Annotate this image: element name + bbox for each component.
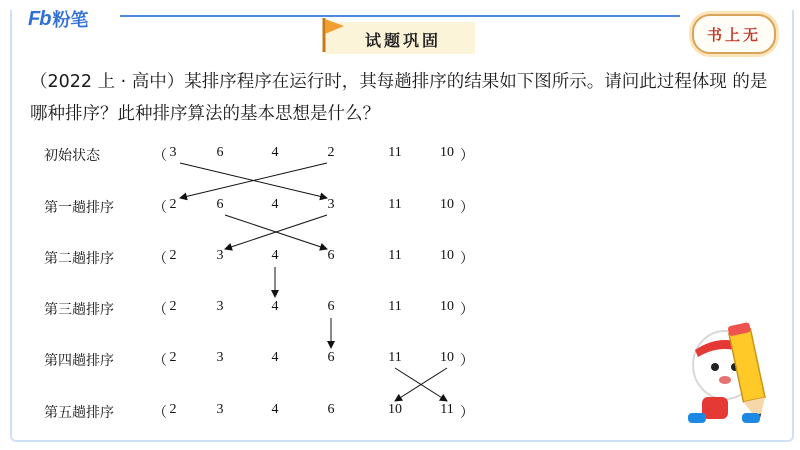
logo-chinese: 粉笔 <box>52 10 89 31</box>
row-label: 第二趟排序 <box>44 251 114 267</box>
row-label: 第一趟排序 <box>44 200 114 216</box>
value-cell: 2 <box>169 350 177 365</box>
value-cell: 11 <box>388 248 402 263</box>
value-cell: 4 <box>271 248 279 263</box>
pencil-mascot-illustration <box>680 305 780 435</box>
value-cell: 11 <box>388 197 402 212</box>
row-label: 第四趟排序 <box>44 353 114 369</box>
close-bracket: ） <box>460 354 474 369</box>
close-bracket: ） <box>460 149 474 164</box>
value-cell: 2 <box>327 145 335 160</box>
value-cell: 6 <box>327 248 335 263</box>
close-bracket: ） <box>460 406 474 421</box>
value-cell: 4 <box>271 145 279 160</box>
value-cell: 10 <box>440 350 454 365</box>
logo-latin: Fb <box>28 7 51 30</box>
open-bracket: （ <box>153 354 167 369</box>
value-cell: 6 <box>216 197 224 212</box>
open-bracket: （ <box>153 252 167 267</box>
value-cell: 6 <box>327 402 335 417</box>
value-cell: 11 <box>388 350 402 365</box>
value-cell: 11 <box>440 402 454 417</box>
badge-label: 书上无 <box>692 14 776 54</box>
value-cell: 2 <box>169 248 177 263</box>
value-cell: 3 <box>327 197 335 212</box>
row-label: 初始状态 <box>44 148 100 164</box>
value-cell: 10 <box>388 402 402 417</box>
value-cell: 6 <box>327 299 335 314</box>
value-cell: 10 <box>440 299 454 314</box>
value-cell: 6 <box>327 350 335 365</box>
value-cell: 11 <box>388 299 402 314</box>
value-cell: 10 <box>440 197 454 212</box>
question-text: （2022 上 · 高中）某排序程序在运行时，其每趟排序的结果如下图所示。请问此过程体现 的是哪种排序？此种排序算法的基本思想是什么？ <box>30 72 768 124</box>
value-cell: 3 <box>216 350 224 365</box>
close-bracket: ） <box>460 201 474 216</box>
value-cell: 2 <box>169 197 177 212</box>
row-label: 第三趟排序 <box>44 302 114 318</box>
value-cell: 3 <box>169 145 177 160</box>
open-bracket: （ <box>153 406 167 421</box>
open-bracket: （ <box>153 149 167 164</box>
value-cell: 4 <box>271 197 279 212</box>
value-cell: 4 <box>271 299 279 314</box>
value-cell: 10 <box>440 145 454 160</box>
value-cell: 2 <box>169 402 177 417</box>
value-cell: 3 <box>216 248 224 263</box>
close-bracket: ） <box>460 303 474 318</box>
banner-title: 试题巩固 <box>365 31 442 50</box>
open-bracket: （ <box>153 201 167 216</box>
value-cell: 11 <box>388 145 402 160</box>
value-cell: 10 <box>440 248 454 263</box>
value-cell: 3 <box>216 402 224 417</box>
row-label: 第五趟排序 <box>44 405 114 421</box>
value-cell: 6 <box>216 145 224 160</box>
value-cell: 4 <box>271 350 279 365</box>
value-cell: 4 <box>271 402 279 417</box>
open-bracket: （ <box>153 303 167 318</box>
close-bracket: ） <box>460 252 474 267</box>
value-cell: 2 <box>169 299 177 314</box>
value-cell: 3 <box>216 299 224 314</box>
